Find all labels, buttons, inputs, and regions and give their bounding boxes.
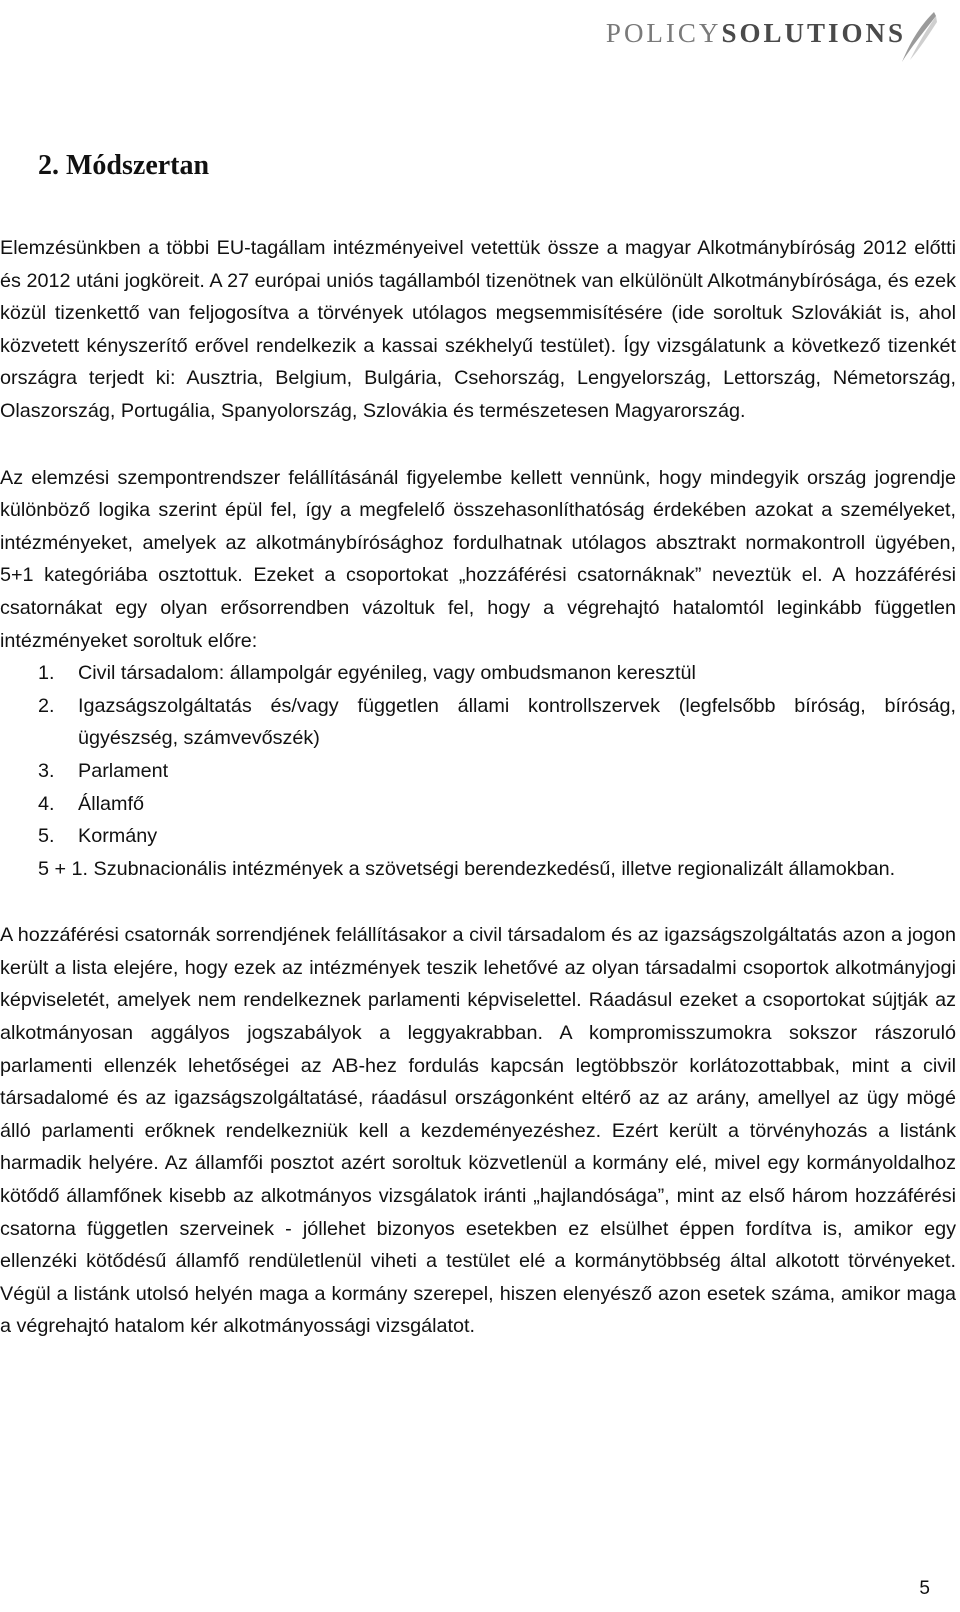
- list-item-text: Kormány: [78, 825, 158, 848]
- page-number: 5: [919, 1578, 930, 1599]
- list-item-text: Igazságszolgáltatás és/vagy független állami kontrollszervek (legfelsőbb bíróság, bíróság, ügyészség, számvevőszék): [78, 694, 956, 750]
- list-item-text: Szubnacionális intézmények a szövetségi berendezkedésű, illetve regionalizált államokban.: [93, 857, 896, 880]
- list-item-number: 1.: [38, 662, 55, 685]
- list-item-text: Parlament: [78, 759, 169, 782]
- list-item: [0, 853, 956, 886]
- access-channel-list: [0, 657, 956, 885]
- list-item: [0, 657, 956, 690]
- list-item-number: 5 + 1.: [38, 857, 89, 880]
- list-item: [0, 820, 956, 853]
- list-item-number: 3.: [38, 759, 55, 782]
- logo-wordmark: [606, 18, 906, 49]
- list-item: [0, 690, 956, 755]
- paragraph-1: Elemzésünkben a többi EU-tagállam intézményeivel vetettük össze a magyar Alkotmánybíróság 2012 előtti és 2012 utáni jogköreit. A 27 európai uniós tagállamból tizenötnek van elkülönült Alkotmánybírósága, és ezek közül tizenkettő van feljogosítva a törvények utólagos megsemmisítésére (ide soroltuk Szlovákiát is, ahol közvetett kényszerítő erővel rendelkezik a kassai székhelyű testület). Így vizsgálatunk a következő tizenkét országra terjedt ki: Ausztria, Belgium, Bulgária, Csehország, Lengyelország, Lettország, Németország, Olaszország, Portugália, Spanyolország, Szlovákia és természetesen Magyarország.: [0, 237, 956, 422]
- policy-solutions-logo: [606, 10, 938, 66]
- list-item-number: 5.: [38, 825, 55, 848]
- section-title: 2. Módszertan: [38, 150, 210, 181]
- logo-wordmark-bold: SOLUTIONS: [721, 18, 906, 48]
- list-item: [0, 788, 956, 821]
- body-content: [0, 232, 956, 1343]
- list-item-number: 2.: [38, 694, 55, 717]
- paragraph-3: A hozzáférési csatornák sorrendjének felállításakor a civil társadalom és az igazságszolgáltatás azon a jogon került a lista elejére, hogy ezek az intézmények teszik lehetővé az olyan társadalmi csoportok alkotmányjogi képviseletét, amelyek nem rendelkeznek parlamenti képviselettel. Ráadásul ezeket a csoportokat sújtják az alkotmányosan aggályos jogszabályok a leggyakrabban. A kompromisszumokra sokszor rászoruló parlamenti ellenzék lehetőségei az AB-hez fordulás kapcsán legtöbbször korlátozottabbak, mint a civil társadalomé és az igazságszolgáltatásé, ráadásul országonként eltérő az az arány, amellyel az ügy mögé álló parlamenti erőknek rendelkezniük kell a kezdeményezéshez. Ezért került a törvényhozás a listánk harmadik helyére. Az államfői posztot azért soroltuk közvetlenül a kormány elé, mivel egy kormányoldalhoz kötődő államfőnek kisebb az alkotmányos vizsgálatok iránti „hajlandósága”, mint az első három hozzáférési csatorna független szerveinek - jóllehet bizonyos esetekben ez elsülhet éppen fordítva is, amikor egy ellenzéki kötődésű államfő rendületlenül viheti a testület elé a kormánytöbbség által alkotott törvényeket. Végül a listánk utolsó helyén maga a kormány szerepel, hiszen elenyésző azon esetek száma, amikor maga a végrehajtó hatalom kér alkotmányossági vizsgálatot.: [0, 924, 956, 1338]
- list-item: [0, 755, 956, 788]
- logo-wordmark-light: POLICY: [605, 18, 722, 48]
- list-item-text: Államfő: [78, 792, 144, 815]
- swoosh-icon: [900, 10, 938, 64]
- list-item-number: 4.: [38, 792, 55, 815]
- paragraph-2: Az elemzési szempontrendszer felállításánál figyelembe kellett vennünk, hogy mindegyik ország jogrendje különböző logika szerint épül fel, így a megfelelő összehasonlíthatóság érdekében azokat a személyeket, intézményeket, amelyek az alkotmánybírósághoz fordulhatnak utólagos absztrakt normakontroll ügyében, 5+1 kategóriába osztottuk. Ezeket a csoportokat „hozzáférési csatornáknak” neveztük el. A hozzáférési csatornákat egy olyan erősorrendben vázoltuk fel, hogy a végrehajtó hatalomtól leginkább független intézményeket soroltuk előre:: [0, 466, 956, 652]
- list-item-text: Civil társadalom: állampolgár egyénileg, vagy ombudsmanon keresztül: [78, 662, 696, 685]
